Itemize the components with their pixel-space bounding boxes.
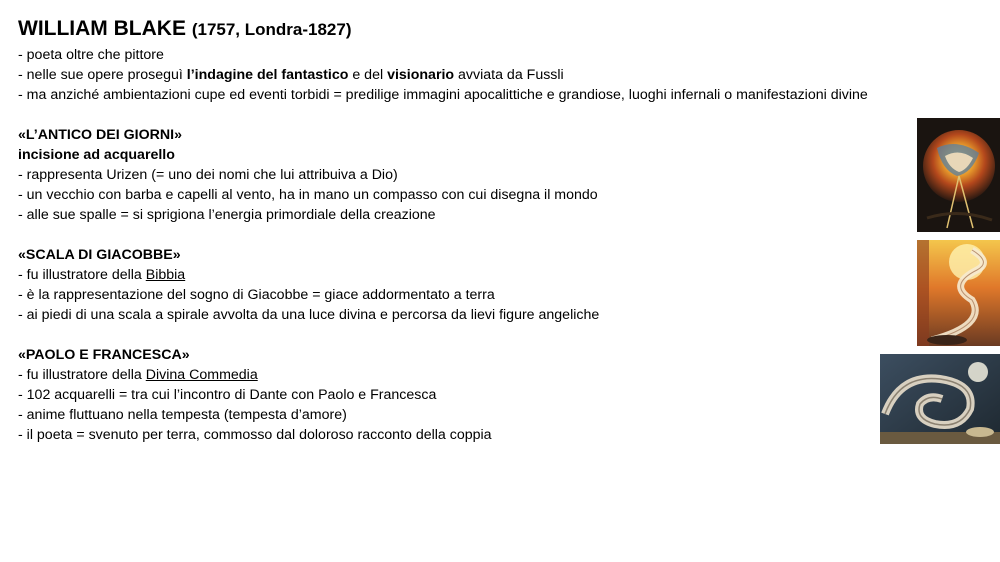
jacobs-ladder-image (917, 240, 1000, 346)
title-dates: (1757, Londra-1827) (191, 20, 352, 39)
intro-line-2-post: avviata da Fussli (454, 67, 564, 83)
intro-line-2-pre: - nelle sue opere proseguì (18, 67, 187, 83)
section3-heading: «PAOLO E FRANCESCA» (18, 347, 190, 363)
section2-line-1-pre: - fu illustratore della (18, 267, 146, 283)
title-main: WILLIAM BLAKE (18, 17, 186, 40)
section2-heading: «SCALA DI GIACOBBE» (18, 247, 181, 263)
section2-line-1 (18, 265, 978, 285)
section1-line-3: - alle sue spalle = si sprigiona l’energia primordiale della creazione (18, 207, 436, 223)
intro-line-2-bold-2: visionario (387, 67, 455, 83)
section3-line-1 (18, 365, 978, 385)
section3-line-2: - 102 acquarelli = tra cui l’incontro di Dante con Paolo e Francesca (18, 387, 437, 403)
section3-line-3: - anime fluttuano nella tempesta (tempesta d’amore) (18, 407, 347, 423)
section1-line-1: - rappresenta Urizen (= uno dei nomi che lui attribuiva a Dio) (18, 167, 398, 183)
intro-line-1: - poeta oltre che pittore (18, 47, 164, 63)
paolo-francesca-image (880, 354, 1000, 444)
section1-heading: «L’ANTICO DEI GIORNI» (18, 127, 182, 143)
bibbia-link[interactable]: Bibbia (145, 267, 186, 283)
ancient-of-days-image (917, 118, 1000, 232)
intro-line-2 (18, 65, 978, 85)
section2-line-3: - ai piedi di una scala a spirale avvolta da una luce divina e percorsa da lievi figure angeliche (18, 307, 600, 323)
section3-line-4: - il poeta = svenuto per terra, commosso dal doloroso racconto della coppia (18, 427, 492, 443)
section1-subheading: incisione ad acquarello (18, 147, 175, 163)
intro-line-2-mid: e del (348, 67, 388, 83)
intro-line-2-bold-1: l’indagine del fantastico (186, 67, 349, 83)
section2-line-2: - è la rappresentazione del sogno di Giacobbe = giace addormentato a terra (18, 287, 495, 303)
divina-commedia-link[interactable]: Divina Commedia (145, 367, 258, 383)
section3-line-1-pre: - fu illustratore della (18, 367, 146, 383)
section1-line-2: - un vecchio con barba e capelli al vento, ha in mano un compasso con cui disegna il mondo (18, 187, 598, 203)
intro-line-3: - ma anziché ambientazioni cupe ed eventi torbidi = predilige immagini apocalittiche e grandiose, luoghi infernali o manifestazioni divine (18, 87, 868, 103)
slide-title (18, 14, 978, 45)
slide-content (18, 14, 978, 445)
